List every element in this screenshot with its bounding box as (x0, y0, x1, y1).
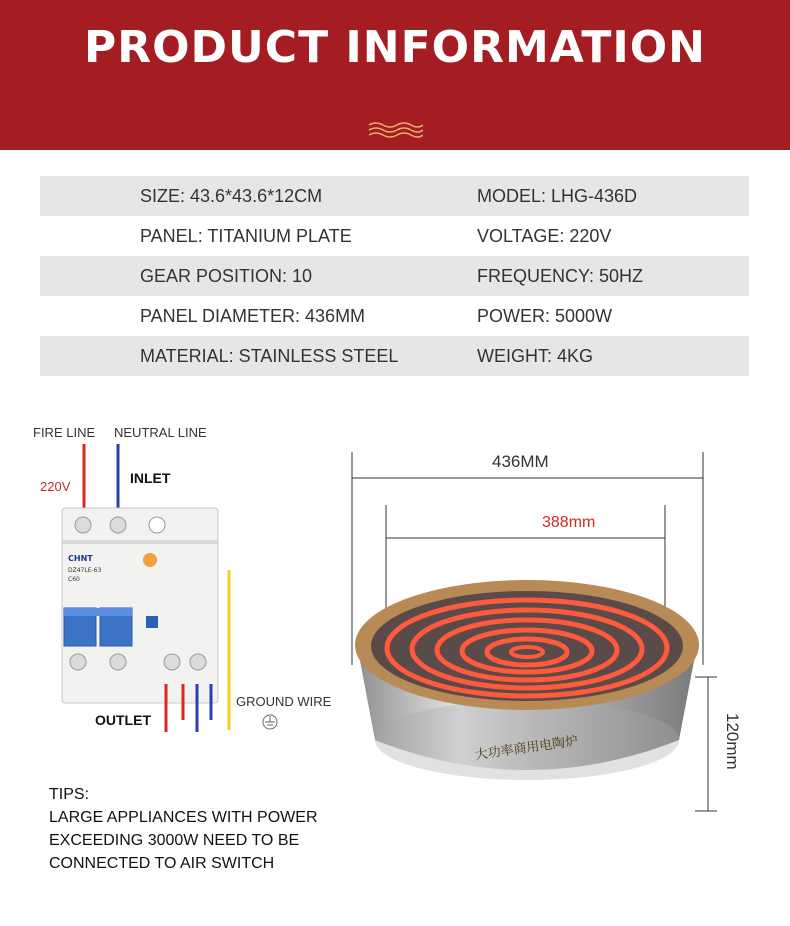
tips-line: CONNECTED TO AIR SWITCH (49, 855, 275, 872)
spec-material: MATERIAL: STAINLESS STEEL (140, 345, 399, 366)
spec-voltage: VOLTAGE: 220V (477, 225, 612, 246)
tips-line: LARGE APPLIANCES WITH POWER (49, 809, 318, 826)
page-title: PRODUCT INFORMATION (84, 22, 706, 73)
cooktop-illustration (345, 440, 790, 830)
breaker-brand: CHNT (68, 554, 93, 563)
voltage-label: 220V (40, 479, 71, 494)
spec-row (40, 176, 749, 216)
wiring-diagram (0, 400, 345, 740)
tips-line: EXCEEDING 3000W NEED TO BE (49, 832, 300, 849)
spec-size: SIZE: 43.6*43.6*12CM (140, 185, 323, 206)
spec-gear-position: GEAR POSITION: 10 (140, 265, 313, 286)
spec-row (40, 216, 749, 256)
ground-icon (263, 715, 277, 729)
side-brand-text: 大功率商用电陶炉 (473, 733, 580, 764)
inner-diameter-label: 388mm (542, 514, 596, 531)
neutral-line-label: NEUTRAL LINE (114, 425, 207, 440)
spec-model: MODEL: LHG-436D (477, 185, 638, 206)
breaker-body (62, 508, 218, 703)
outlet-label: OUTLET (95, 712, 151, 728)
fire-line-label: FIRE LINE (33, 425, 96, 440)
spec-row (40, 296, 749, 336)
test-button-icon (143, 553, 157, 567)
spec-weight: WEIGHT: 4KG (477, 345, 594, 366)
breaker-rating: C60 (68, 576, 80, 583)
wave-ornament-icon (367, 120, 423, 138)
outer-diameter-label: 436MM (492, 452, 549, 471)
spec-row (40, 256, 749, 296)
breaker-model: DZ47LE-63 (68, 567, 102, 574)
ground-wire-label: GROUND WIRE (236, 694, 332, 709)
breaker-illustration (0, 400, 345, 740)
spec-table (40, 176, 749, 376)
inlet-label: INLET (130, 470, 171, 486)
height-label: 120mm (723, 713, 742, 770)
tips-block (49, 783, 318, 875)
spec-frequency: FREQUENCY: 50HZ (477, 265, 644, 286)
tips-heading: TIPS: (49, 786, 90, 803)
spec-panel: PANEL: TITANIUM PLATE (140, 225, 352, 246)
spec-power: POWER: 5000W (477, 305, 613, 326)
spec-row (40, 336, 749, 376)
spec-panel-diameter: PANEL DIAMETER: 436MM (140, 305, 366, 326)
header-banner (0, 0, 790, 150)
